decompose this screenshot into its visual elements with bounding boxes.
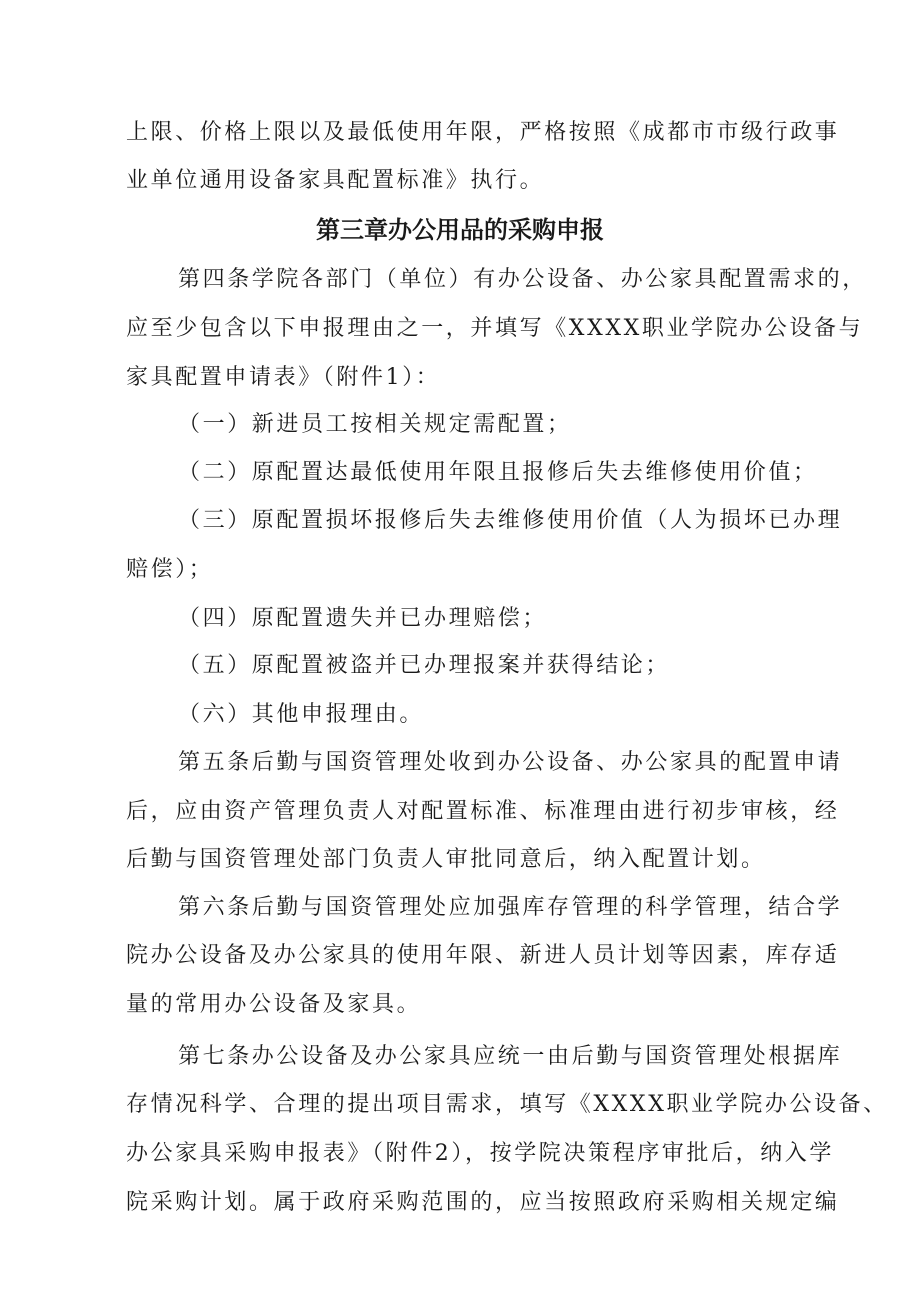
article-5-line: 后勤与国资管理处部门负责人审批同意后，纳入配置计划。 — [126, 847, 766, 872]
article-7-line: 办公家具采购申报表》（附件2），按学院决策程序审批后，纳入学 — [126, 1141, 834, 1166]
article-6-line: 第六条后勤与国资管理处应加强库存管理的科学管理，结合学 — [178, 895, 843, 920]
list-item: （四）原配置遗失并已办理赔偿； — [178, 606, 548, 631]
list-item: （六）其他申报理由。 — [178, 702, 425, 727]
paragraph-line: 业单位通用设备家具配置标准》执行。 — [126, 168, 545, 193]
list-item: （二）原配置达最低使用年限且报修后失去维修使用价值； — [178, 460, 818, 485]
paragraph-line: 上限、价格上限以及最低使用年限，严格按照《成都市市级行政事 — [126, 120, 840, 145]
article-5-line: 第五条后勤与国资管理处收到办公设备、办公家具的配置申请 — [178, 750, 843, 775]
article-4-line: 应至少包含以下申报理由之一，并填写《XXXX职业学院办公设备与 — [126, 316, 864, 341]
list-item: （一）新进员工按相关规定需配置； — [178, 412, 572, 437]
article-4-line: 家具配置申请表》（附件1）： — [126, 365, 441, 390]
article-7-line: 存情况科学、合理的提出项目需求，填写《XXXX职业学院办公设备、 — [126, 1092, 888, 1117]
article-5-line: 后，应由资产管理负责人对配置标准、标准理由进行初步审核，经 — [126, 799, 840, 824]
list-item-continuation: 赔偿）； — [126, 557, 214, 582]
list-item: （三）原配置损坏报修后失去维修使用价值（人为损坏已办理 — [178, 508, 843, 533]
list-item: （五）原配置被盗并已办理报案并获得结论； — [178, 653, 671, 678]
chapter-heading: 第三章办公用品的采购申报 — [316, 216, 604, 244]
article-7-line: 院采购计划。属于政府采购范围的，应当按照政府采购相关规定编 — [126, 1190, 840, 1215]
article-6-line: 量的常用办公设备及家具。 — [126, 992, 422, 1017]
article-6-line: 院办公设备及办公家具的使用年限、新进人员计划等因素，库存适 — [126, 943, 840, 968]
article-4-line: 第四条学院各部门（单位）有办公设备、办公家具配置需求的， — [178, 267, 867, 292]
article-7-line: 第七条办公设备及办公家具应统一由后勤与国资管理处根据库 — [178, 1044, 843, 1069]
